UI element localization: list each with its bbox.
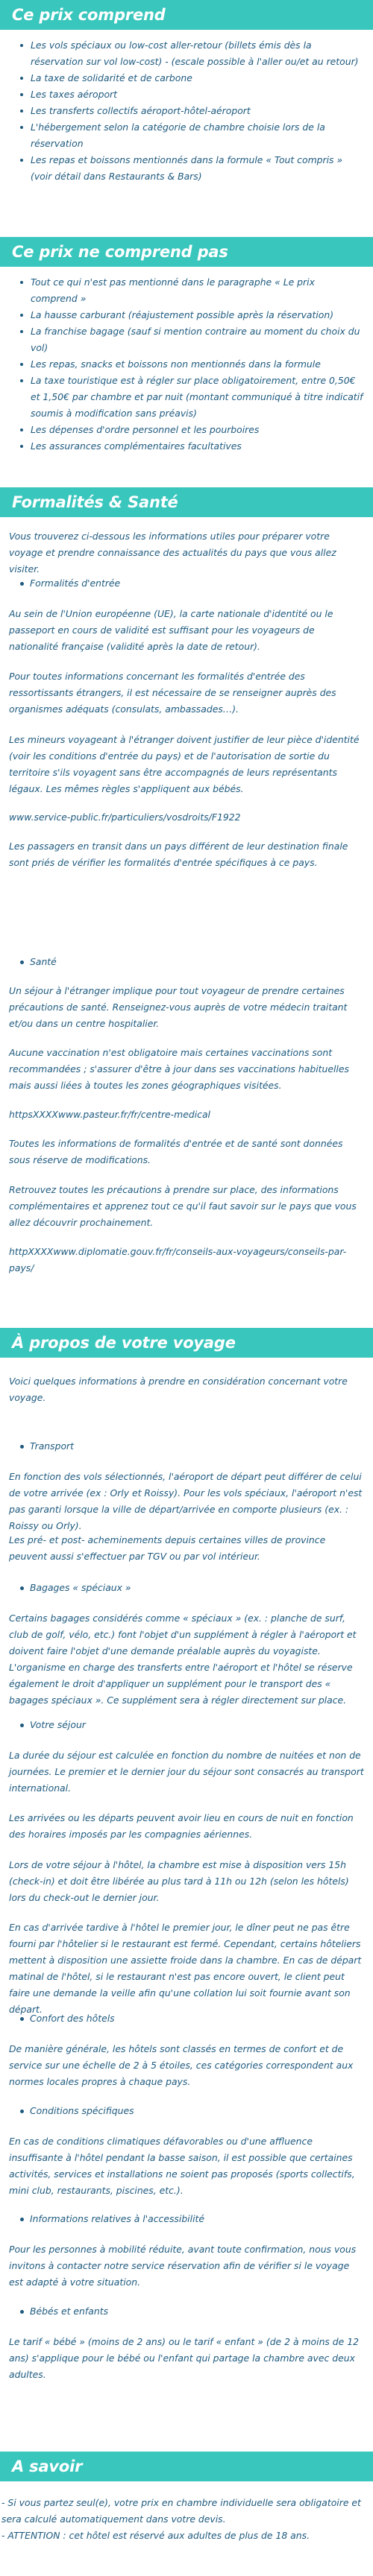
- paragraph: Toutes les informations de formalités d'entrée et de santé sont données sous réserve de modifications.: [9, 1138, 343, 1165]
- list-item: Les repas et boissons mentionnés dans la formule « Tout compris » (voir détail dans Restaurants & Bars): [0, 152, 373, 185]
- paragraph: Aucune vaccination n'est obligatoire mais certaines vaccinations sont recommandées ; s'assurer d'être à jour dans ses vaccinations habituelles mais aussi liées à toutes les zones géographiques visitées.: [9, 1047, 349, 1091]
- link-pasteur[interactable]: httpsXXXXwww.pasteur.fr/fr/centre-medical: [9, 1109, 210, 1120]
- paragraph: Les mineurs voyageant à l'étranger doivent justifier de leur pièce d'identité (voir les conditions d'entrée du pays) et de l'autorisation de sortie du territoire s'ils voyagent sans être accompagnés de leurs représentants légaux. Les mêmes règles s'appliquent aux bébés.: [9, 734, 360, 794]
- not-included-list: [0, 274, 373, 455]
- section-title-included: Ce prix comprend: [0, 0, 373, 30]
- formalities-intro: Vous trouverez ci-dessous les informations utiles pour préparer votre voyage et prendre connaissance des actualités du pays que vous allez visiter.: [9, 531, 336, 575]
- paragraph: Certains bagages considérés comme « spéciaux » (ex. : planche de surf, club de golf, vélo, etc.) font l'objet d'un supplément à régler à l'aéroport et doivent faire l'objet d'une demande préalable auprès du voyagiste. L'organisme en charge des transferts entre l'aéroport et l'hôtel se réserve également le droit d'appliquer un supplément pour le transport des « bagages spéciaux ». Ce supplément sera à régler directement sur place.: [9, 1613, 357, 1706]
- list-item: La taxe touristique est à régler sur place obligatoirement, entre 0,50€ et 1,50€ par chambre et par nuit (montant communiqué à titre indicatif soumis à modification sans préavis): [0, 373, 373, 422]
- section-title-formalities: Formalités & Santé: [0, 487, 373, 517]
- list-item: L'hébergement selon la catégorie de chambre choisie lors de la réservation: [0, 119, 373, 152]
- paragraph: De manière générale, les hôtels sont classés en termes de confort et de service sur une échelle de 2 à 5 étoiles, ces catégories correspondent aux normes locales propres à chaque pays.: [9, 2043, 354, 2087]
- list-item: Les repas, snacks et boissons non mentionnés dans la formule: [0, 356, 373, 373]
- subheading-stay: Votre séjour: [30, 1717, 86, 1733]
- paragraph: En cas de conditions climatiques défavorables ou d'une affluence insuffisante à l'hôtel pendant la basse saison, il est possible que certaines activités, services et installations ne soient pas proposés (sports collectifs, mini club, restaurants, piscines, etc.).: [9, 2136, 355, 2196]
- list-item: La taxe de solidarité et de carbone: [0, 70, 373, 86]
- list-item: Les taxes aéroport: [0, 86, 373, 103]
- paragraph: La durée du séjour est calculée en fonction du nombre de nuitées et non de journées. Le premier et le dernier jour du séjour sont consacrés au transport international.: [9, 1750, 364, 1794]
- note-adults-only: - ATTENTION : cet hôtel est réservé aux adultes de plus de 18 ans.: [1, 2530, 310, 2541]
- section-title-about: À propos de votre voyage: [0, 1328, 373, 1358]
- note-single-room: - Si vous partez seul(e), votre prix en chambre individuelle sera obligatoire et sera calculé automatiquement dans votre devis.: [1, 2497, 361, 2525]
- subheading-entry: Formalités d'entrée: [30, 575, 120, 592]
- paragraph: En fonction des vols sélectionnés, l'aéroport de départ peut différer de celui de votre arrivée (ex : Orly et Roissy). Pour les vols spéciaux, l'aéroport n'est pas garanti lorsque la ville de départ/arrivée en comporte plusieurs (ex. : Roissy ou Orly).: [9, 1471, 363, 1531]
- subheading-accessibility: Informations relatives à l'accessibilité: [30, 2211, 204, 2227]
- list-item: Les transferts collectifs aéroport-hôtel-aéroport: [0, 103, 373, 119]
- subheading-specific-conditions: Conditions spécifiques: [30, 2103, 134, 2119]
- list-item: La franchise bagage (sauf si mention contraire au moment du choix du vol): [0, 323, 373, 356]
- paragraph: Le tarif « bébé » (moins de 2 ans) ou le tarif « enfant » (de 2 à moins de 12 ans) s'applique pour le bébé ou l'enfant qui partage la chambre avec deux adultes.: [9, 2336, 360, 2380]
- paragraph: Lors de votre séjour à l'hôtel, la chambre est mise à disposition vers 15h (check-in) et doit être libérée au plus tard à 11h ou 12h (selon les hôtels) lors du check-out le dernier jour.: [9, 1859, 349, 1903]
- paragraph: Pour les personnes à mobilité réduite, avant toute confirmation, nous vous invitons à contacter notre service réservation afin de vérifier si le voyage est adapté à votre situation.: [9, 2244, 357, 2288]
- paragraph: Un séjour à l'étranger implique pour tout voyageur de prendre certaines précautions de santé. Renseignez-vous auprès de votre médecin traitant et/ou dans un centre hospitalier.: [9, 985, 348, 1029]
- link-diplomatie[interactable]: httpXXXXwww.diplomatie.gouv.fr/fr/conseils-aux-voyageurs/conseils-par-pays/: [9, 1246, 347, 1273]
- about-intro: Voici quelques informations à prendre en considération concernant votre voyage.: [9, 1376, 348, 1403]
- paragraph: Au sein de l'Union européenne (UE), la carte nationale d'identité ou le passeport en cours de validité est suffisant pour les voyageurs de nationalité française (validité après la date de retour).: [9, 608, 333, 652]
- list-item: Les vols spéciaux ou low-cost aller-retour (billets émis dès la réservation sur vol low-cost) - (escale possible à l'aller ou/et au retour): [0, 37, 373, 70]
- link-service-public[interactable]: www.service-public.fr/particuliers/vosdroits/F1922: [9, 811, 241, 823]
- subheading-health: Santé: [30, 954, 57, 970]
- paragraph: Les arrivées ou les départs peuvent avoir lieu en cours de nuit en fonction des horaires imposés par les compagnies aériennes.: [9, 1812, 354, 1840]
- paragraph: Pour toutes informations concernant les formalités d'entrée des ressortissants étrangers, il est nécessaire de se renseigner auprès des organismes adéquats (consulats, ambassades…).: [9, 671, 336, 715]
- subheading-transport: Transport: [30, 1438, 74, 1455]
- section-title-not-included: Ce prix ne comprend pas: [0, 237, 373, 267]
- subheading-luggage: Bagages « spéciaux »: [30, 1580, 131, 1596]
- list-item: Les assurances complémentaires facultatives: [0, 438, 373, 455]
- section-title-good-to-know: A savoir: [0, 2452, 373, 2481]
- included-list: [0, 37, 373, 185]
- list-item: Les dépenses d'ordre personnel et les pourboires: [0, 422, 373, 438]
- subheading-hotel-comfort: Confort des hôtels: [30, 2010, 115, 2027]
- list-item: La hausse carburant (réajustement possible après la réservation): [0, 307, 373, 323]
- paragraph: Retrouvez toutes les précautions à prendre sur place, des informations complémentaires et apprenez tout ce qu'il faut savoir sur le pays que vous allez découvrir prochainement.: [9, 1184, 357, 1228]
- subheading-babies-children: Bébés et enfants: [30, 2303, 108, 2320]
- paragraph: Les passagers en transit dans un pays différent de leur destination finale sont priés de vérifier les formalités d'entrée spécifiques à ce pays.: [9, 841, 348, 868]
- paragraph: Les pré- et post- acheminements depuis certaines villes de province peuvent aussi s'effectuer par TGV ou par vol intérieur.: [9, 1534, 326, 1562]
- list-item: Tout ce qui n'est pas mentionné dans le paragraphe « Le prix comprend »: [0, 274, 373, 307]
- paragraph: En cas d'arrivée tardive à l'hôtel le premier jour, le dîner peut ne pas être fourni par l'hôtelier si le restaurant est fermé. Cependant, certains hôteliers mettent à disposition une assiette froide dans la chambre. En cas de départ matinal de l'hôtel, si le restaurant n'est pas encore ouvert, le client peut faire une demande la veille afin qu'une collation lui soit fournie avant son départ.: [9, 1922, 362, 2015]
